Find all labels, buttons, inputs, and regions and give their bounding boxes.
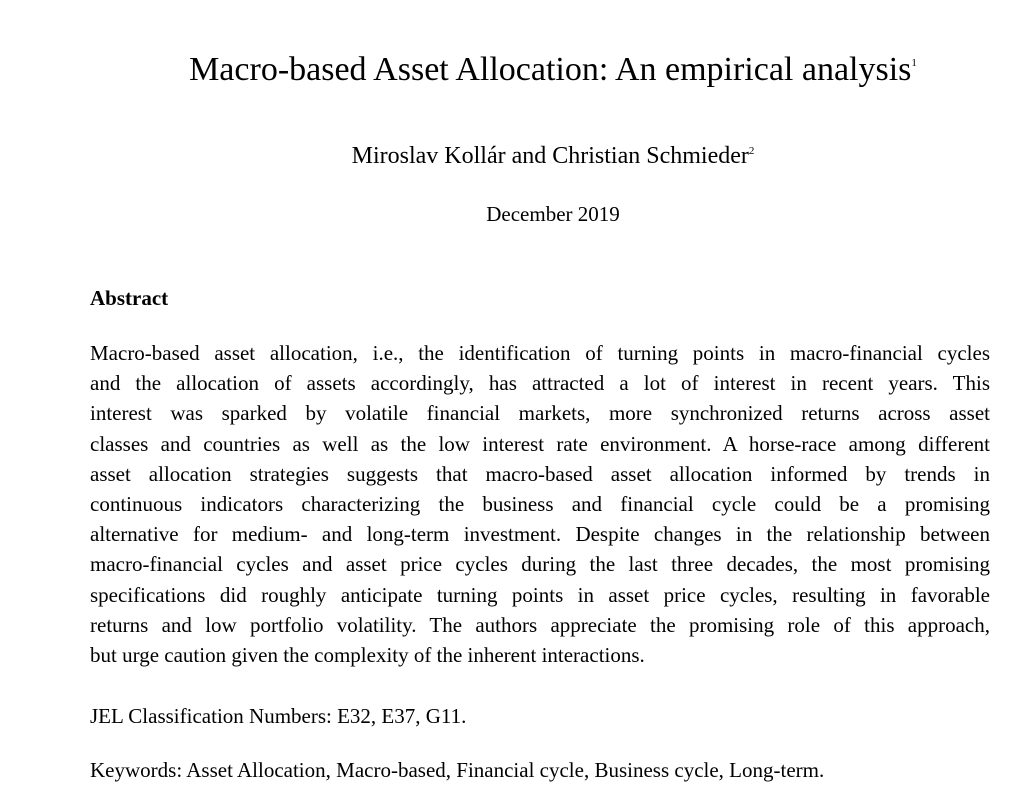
abstract-heading: Abstract <box>90 286 169 310</box>
keywords: Keywords: Asset Allocation, Macro-based, Financial cycle, Business cycle, Long-term. <box>90 758 825 782</box>
authors-footnote-marker: 2 <box>748 145 755 157</box>
abstract-line: returns and low portfolio volatility. The authors appreciate the promising role of this approach, <box>90 612 990 637</box>
paper-title <box>0 48 1027 92</box>
abstract-line: classes and countries as well as the low interest rate environment. A horse-race among different <box>90 431 990 456</box>
abstract-line: specifications did roughly anticipate turning points in asset price cycles, resulting in favorable <box>90 582 990 607</box>
abstract-line: continuous indicators characterizing the business and financial cycle could be a promising <box>90 492 990 517</box>
abstract-line: interest was sparked by volatile financial markets, more synchronized returns across asset <box>90 401 990 426</box>
abstract-line: alternative for medium- and long-term investment. Despite changes in the relationship between <box>90 522 990 547</box>
abstract-line: Macro-based asset allocation, i.e., the identification of turning points in macro-financial cycles <box>90 341 990 365</box>
abstract-line: macro-financial cycles and asset price cycles during the last three decades, the most promising <box>90 552 990 577</box>
abstract-line: and the allocation of assets accordingly, has attracted a lot of interest in recent years. This <box>90 371 990 396</box>
paper-title-text: Macro-based Asset Allocation: An empirical analysis <box>189 51 912 88</box>
abstract-body <box>90 338 990 670</box>
paper-date: December 2019 <box>486 202 620 226</box>
title-footnote-marker: 1 <box>911 57 917 69</box>
abstract-line: asset allocation strategies suggests that macro-based asset allocation informed by trends in <box>90 461 990 486</box>
authors-text: Miroslav Kollár and Christian Schmieder <box>351 143 749 169</box>
jel-classification: JEL Classification Numbers: E32, E37, G11. <box>90 704 467 728</box>
abstract-line: but urge caution given the complexity of the inherent interactions. <box>90 643 645 668</box>
paper-authors <box>0 140 1027 172</box>
